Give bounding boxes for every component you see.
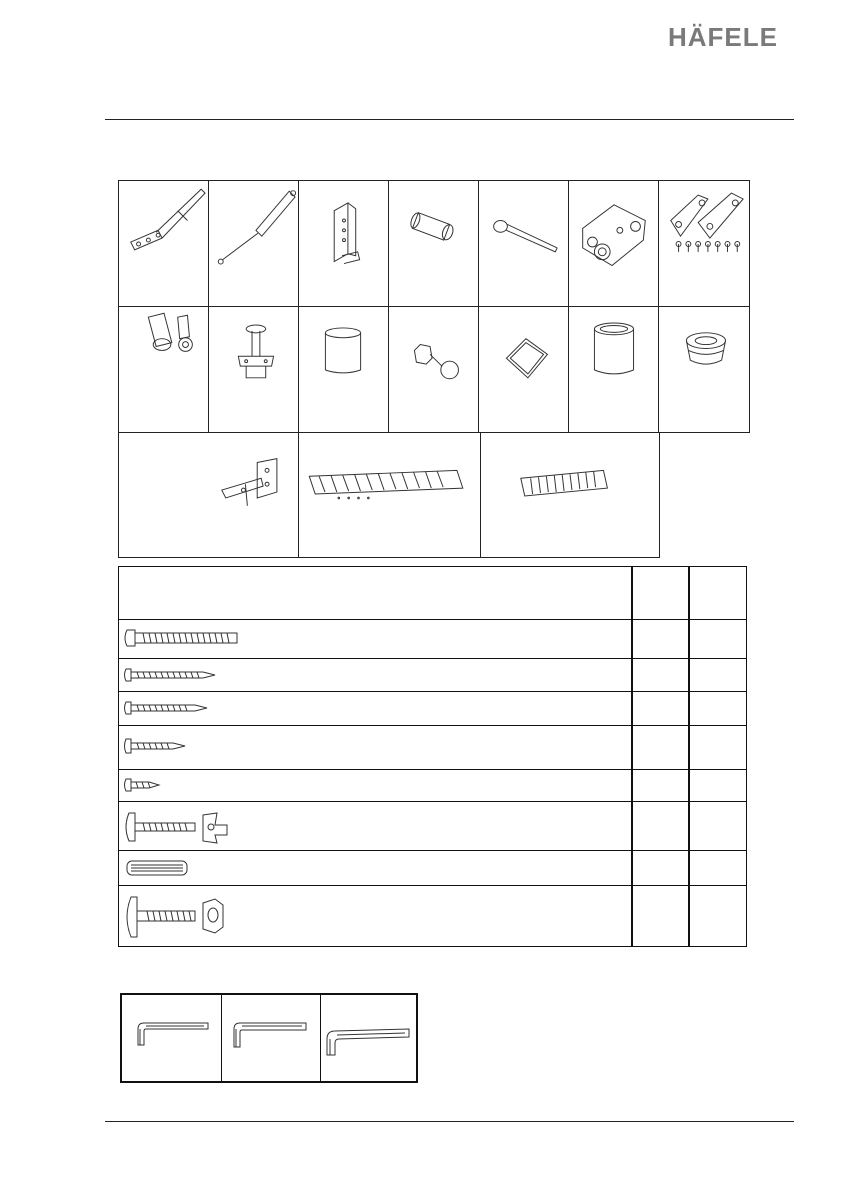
wood-screw-long-icon — [119, 698, 219, 718]
row-divider — [119, 725, 746, 726]
ball-stud-icon — [389, 307, 478, 432]
machine-screw-long-icon — [119, 625, 249, 651]
part-cell-sachet — [478, 306, 569, 433]
screw-strip-icon — [299, 433, 480, 557]
column-divider — [688, 567, 690, 946]
part-cell-lift-arm — [118, 180, 209, 307]
part-cell-mounting-bracket — [298, 180, 389, 307]
row-divider — [119, 658, 746, 659]
part-cell-cover-plates-screws — [658, 180, 750, 307]
part-cell-sleeve-screw — [118, 306, 209, 433]
wood-screw-short-icon — [119, 775, 169, 795]
part-cell-pin — [388, 180, 479, 307]
brand-logo: HÄFELE — [668, 22, 778, 52]
part-cell-ball-stud-plate — [568, 180, 659, 307]
row-divider — [119, 691, 746, 692]
part-cell-pivot-stud — [208, 306, 299, 433]
allen-key-medium-icon — [222, 995, 321, 1081]
mounting-bracket-icon — [299, 181, 388, 306]
grommet-icon — [659, 307, 749, 432]
tool-cell-allen-key-large — [321, 995, 416, 1081]
lift-arm-icon — [119, 181, 208, 306]
large-sleeve-icon — [569, 307, 658, 432]
footer-rule — [105, 1121, 794, 1122]
part-cell-bolt-strip — [480, 432, 660, 558]
pin-icon — [389, 181, 478, 306]
bolt-with-nut-icon — [119, 889, 239, 945]
header-divider — [119, 619, 746, 620]
cover-plates-screws-icon — [659, 181, 749, 306]
row-divider — [119, 850, 746, 851]
part-cell-grommet — [658, 306, 750, 433]
header-rule — [105, 119, 794, 120]
row-divider — [119, 769, 746, 770]
part-cell-gas-spring — [208, 180, 299, 307]
row-divider — [119, 885, 746, 886]
allen-key-large-icon — [321, 995, 416, 1081]
part-cell-bushing — [298, 306, 389, 433]
bushing-icon — [299, 307, 388, 432]
pivot-stud-icon — [209, 307, 298, 432]
tools-box — [120, 993, 418, 1083]
row-divider — [119, 801, 746, 802]
ball-stud-plate-icon — [569, 181, 658, 306]
sleeve-screw-icon — [119, 307, 208, 432]
gas-spring-icon — [209, 181, 298, 306]
bolt-strip-icon — [481, 433, 659, 557]
bolt-with-clip-nut-icon — [119, 807, 239, 847]
column-divider — [631, 567, 633, 946]
wooden-dowel-icon — [119, 856, 199, 880]
fasteners-table — [118, 566, 747, 947]
sachet-icon — [479, 307, 568, 432]
part-cell-hinge-bracket — [118, 432, 299, 558]
hinge-bracket-icon — [119, 433, 298, 557]
part-cell-screw-strip — [298, 432, 481, 558]
part-cell-ball-stud — [388, 306, 479, 433]
part-cell-large-sleeve — [568, 306, 659, 433]
part-cell-cotter-pin — [478, 180, 569, 307]
allen-key-small-icon — [122, 995, 222, 1081]
tool-cell-allen-key-medium — [222, 995, 321, 1081]
tool-cell-allen-key-small — [122, 995, 222, 1081]
wood-screw-long-icon — [119, 665, 229, 685]
wood-screw-medium-icon — [119, 735, 199, 757]
cotter-pin-icon — [479, 181, 568, 306]
